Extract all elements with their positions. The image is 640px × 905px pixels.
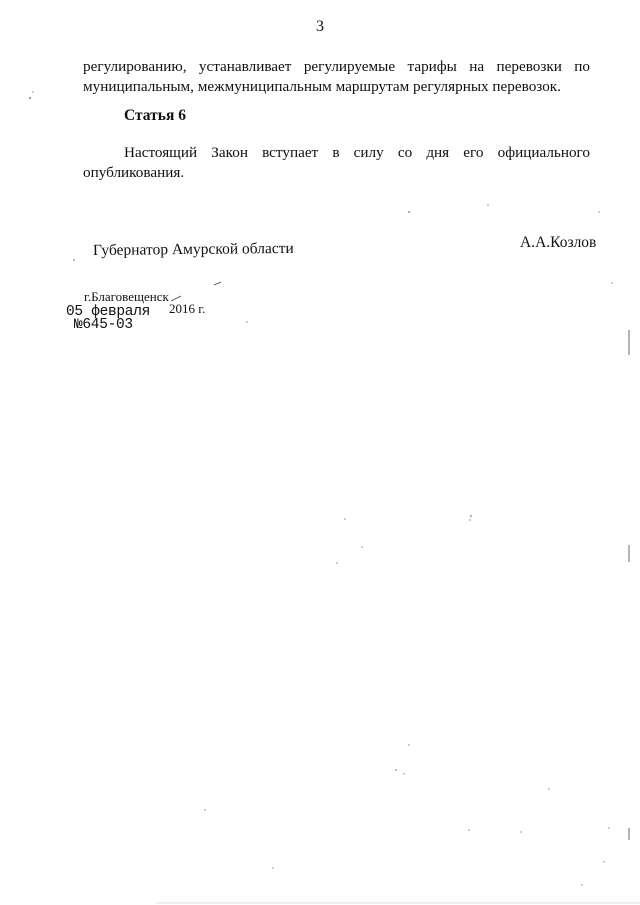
paragraph-line: регулированию, устанавливает регулируемые тарифы на перевозки по [83, 58, 590, 75]
law-number: №645-03 [74, 317, 133, 333]
signatory-name: А.А.Козлов [520, 234, 597, 251]
date-stamp: 05 февраля [66, 304, 151, 320]
date-year: 2016 г. [169, 301, 206, 316]
issue-city: г.Благовещенск [84, 289, 169, 304]
paragraph-line: опубликования. [83, 164, 185, 181]
article-heading: Статья 6 [124, 107, 186, 124]
paragraph-entry-into-force [83, 143, 590, 183]
page-number: 3 [316, 18, 324, 35]
paragraph-line: муниципальным, межмуниципальным маршрутам регулярных перевозок. [83, 78, 561, 95]
paragraph-line: Настоящий Закон вступает в силу со дня его официального [124, 144, 590, 161]
signatory-title: Губернатор Амурской области [92, 239, 294, 259]
paragraph-continuation [83, 57, 590, 97]
